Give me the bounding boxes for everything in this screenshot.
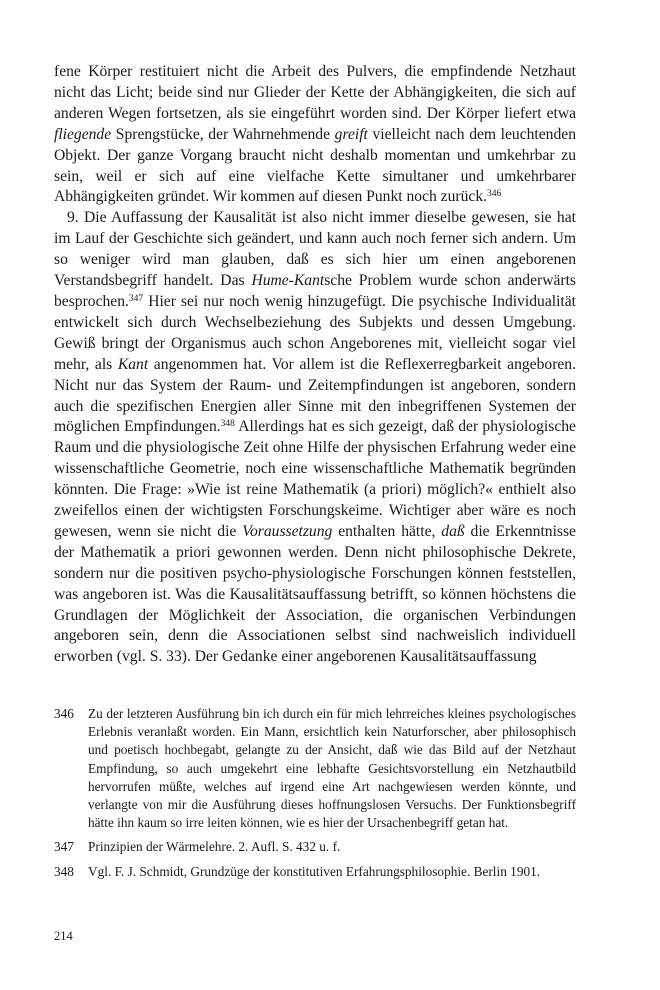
- emphasis: fliegende: [54, 125, 112, 143]
- footnote-text: Prinzipien der Wärmelehre. 2. Aufl. S. 432 u. f.: [88, 839, 341, 855]
- text-run: sche Problem wurde schon anderwärts besprochen.: [54, 272, 576, 310]
- text-run: die Erkenntnisse der Mathematik a priori gewonnen werden. Denn nicht philosophische Dekrete, sondern nur die positiven psycho-physiologische Forschungen können feststellen, was angeboren ist. Was die Kausalitätsauffassung betrifft, so können höchstens die Grundlagen der Möglichkeit der Association, die organischen Verbindungen angeboren sein, denn die Associationen selbst sind nachweislich individuell erworben (vgl. S. 33). Der Gedanke einer angeborenen Kausalitätsauffassung: [54, 522, 576, 666]
- text-run: 9. Die Auffassung der Kausalität ist also nicht immer dieselbe gewesen, sie hat im Lauf der Geschichte sich geändert, und kann auch noch ferner sich andern. Um so weniger wird man glauben, daß es sich hier um einen angeborenen Verstandsbegriff handelt. Das: [54, 209, 576, 290]
- text-run: Allerdings hat es sich gezeigt, daß der physiologische Raum und die physiologische Zeit ohne Hilfe der physischen Erfahrung weder eine wissenschaftliche Geometrie, noch eine wissenschaftliche Mathematik begründen könnten. Die Frage: »Wie ist reine Mathematik (a priori) möglich?« enthielt also zweifellos einen der wichtigsten Forschungskeime. Wichtiger aber wäre es noch gewesen, wenn sie nicht die: [54, 418, 576, 540]
- paragraph-2: [54, 208, 576, 668]
- emphasis: daß: [441, 522, 465, 540]
- footnote-number: 346: [54, 706, 74, 721]
- main-text: [54, 62, 576, 668]
- footnote-348: [54, 863, 576, 881]
- footnotes: [54, 705, 576, 887]
- emphasis: Kant: [117, 355, 149, 373]
- footnote-number: 348: [54, 863, 74, 879]
- footnote-number: 347: [54, 839, 74, 855]
- text-run: fene Körper restituiert nicht die Arbeit des Pulvers, die empfindende Netzhaut nicht das Licht; beide sind nur Glieder der Kette der Abhängigkeiten, die sich auf anderen Wegen fortsetzen, als sie eingeführt worden sind. Der Körper liefert etwa: [54, 63, 576, 122]
- footnote-346: [54, 705, 576, 832]
- text-run: Hier sei nur noch wenig hinzugefügt. Die psychische Individualität entwickelt sich durch Wechselbeziehung des Subjekts und dessen Umgebung. Gewiß bringt der Organismus auch schon Angeborenes mit, vielleicht sogar viel mehr, als: [54, 292, 576, 373]
- footnote-ref-348[interactable]: 348: [220, 419, 235, 430]
- text-run: vielleicht nach dem leuchtenden Objekt. Der ganze Vorgang braucht nicht deshalb momentan und umkehrbar zu sein, weil er sich auf eine vielfache Kette simultaner und umkehrbarer Abhängigkeiten gründet. Wir kommen auf diesen Punkt noch zurück.: [54, 125, 576, 206]
- footnote-ref-346[interactable]: 346: [487, 189, 502, 200]
- footnote-text: Vgl. F. J. Schmidt, Grundzüge der konstitutiven Erfahrungsphilosophie. Berlin 1901.: [88, 863, 541, 879]
- footnote-text: Zu der letzteren Ausführung bin ich durch ein für mich lehrreiches kleines psychologisches Erlebnis veranlaßt worden. Ein Mann, ersichtlich kein Naturforscher, aber philosophisch und poetisch hochbegabt, gelangte zu der Ansicht, daß wie das Bild auf der Netzhaut Empfindung, so auch umgekehrt eine lebhafte Gesichtsvorstellung ein Netzhautbild hervorrufen müßte, welches auf irgend eine Art nachgewiesen werden könnte, und verlangte von mir die Ausführung dieses hoffnungslosen Versuchs. Der Funktionsbegriff hätte ihn kaum so irre leiten können, wie es hier der Ursachenbegriff getan hat.: [88, 706, 576, 831]
- emphasis: Hume-Kant: [251, 272, 325, 290]
- text-run: enthalten hätte,: [332, 522, 442, 540]
- page-number: 214: [54, 929, 73, 943]
- emphasis: greift: [334, 125, 368, 143]
- paragraph-1: [54, 62, 576, 208]
- text-run: angenommen hat. Vor allem ist die Reflexerregbarkeit angeboren. Nicht nur das System der Raum- und Zeitempfindungen ist angeboren, sondern auch die spezifischen Energien aller Sinne mit den inbegriffenen Systemen der möglichen Empfindungen.: [54, 355, 577, 436]
- emphasis: Voraussetzung: [242, 522, 333, 540]
- footnote-347: [54, 838, 576, 856]
- text-run: Sprengstücke, der Wahrnehmende: [111, 125, 335, 143]
- footnote-ref-347[interactable]: 347: [128, 293, 144, 304]
